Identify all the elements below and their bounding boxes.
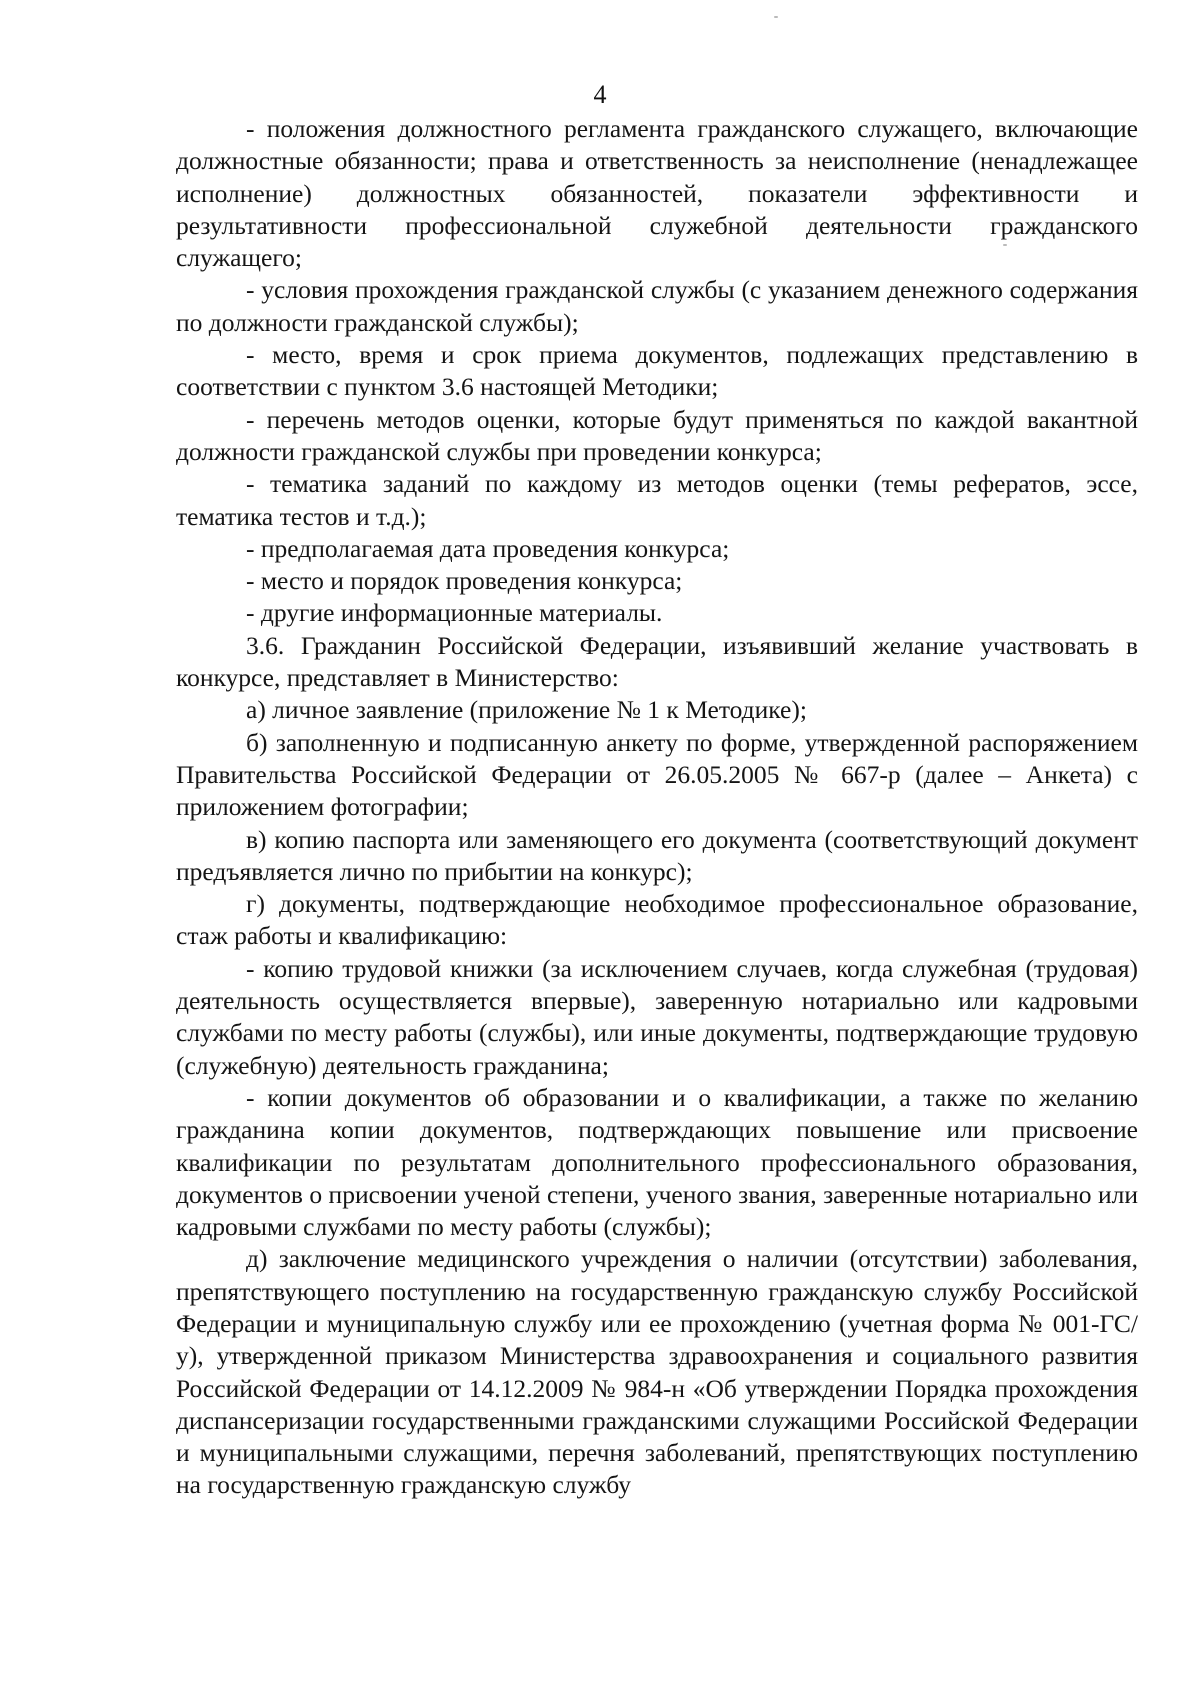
paragraph-competition-date: - предполагаемая дата проведения конкурса; bbox=[246, 533, 730, 563]
scan-speck bbox=[774, 16, 778, 18]
paragraph-task-topics: - тематика заданий по каждому из методов оценки (темы рефератов, эссе, тематика тестов и т.д.); bbox=[176, 469, 1138, 531]
paragraph-competition-place: - место и порядок проведения конкурса; bbox=[246, 566, 683, 596]
paragraph-regulation-provisions: - положения должностного регламента гражданского служащего, включающие должностные обязанности; права и ответственность за неисполнение (ненадлежащее исполнение) должностных обязанностей, показатели эффективности и результативности профессиональной служебной деятельности гражданского служащего; bbox=[176, 114, 1138, 273]
paragraph-item-d: д) заключение медицинского учреждения о наличии (отсутствии) заболевания, препятствующего поступлению на государственную гражданскую службу Российской Федерации и муниципальную службу или ее прохождению (учетная форма № 001-ГС/у), утвержденной приказом Министерства здравоохранения и социального развития Российской Федерации от 14.12.2009 № 984-н «Об утверждении Порядка прохождения диспансеризации государственными гражданскими служащими Российской Федерации и муниципальными служащими, перечня заболеваний, препятствующих поступлению на государственную гражданскую службу bbox=[176, 1244, 1138, 1500]
page-number: 4 bbox=[593, 80, 607, 109]
paragraph-assessment-methods: - перечень методов оценки, которые будут применяться по каждой вакантной должности гражданской службы при проведении конкурса; bbox=[176, 404, 1138, 466]
paragraph-item-v: в) копию паспорта или заменяющего его документа (соответствующий документ предъявляется лично по прибытии на конкурс); bbox=[176, 824, 1138, 886]
paragraph-section-3-6: 3.6. Гражданин Российской Федерации, изъявивший желание участвовать в конкурсе, представляет в Министерство: bbox=[176, 630, 1138, 693]
document-body bbox=[176, 113, 1138, 1502]
paragraph-education-documents: - копии документов об образовании и о квалификации, а также по желанию гражданина копии документов, подтверждающих повышение или присвоение квалификации по результатам дополнительного профессионального образования, документов о присвоении ученой степени, ученого звания, заверенные нотариально или кадровыми службами по месту работы (службы); bbox=[176, 1082, 1138, 1242]
paragraph-item-a: а) личное заявление (приложение № 1 к Методике); bbox=[246, 695, 807, 725]
paragraph-document-acceptance: - место, время и срок приема документов, подлежащих представлению в соответствии с пунктом 3.6 настоящей Методики; bbox=[176, 340, 1138, 402]
paragraph-other-materials: - другие информационные материалы. bbox=[246, 598, 663, 628]
paragraph-item-g: г) документы, подтверждающие необходимое профессиональное образование, стаж работы и квалификацию: bbox=[176, 889, 1138, 951]
paragraph-service-conditions: - условия прохождения гражданской службы (с указанием денежного содержания по должности гражданской службы); bbox=[176, 275, 1138, 337]
paragraph-item-b: б) заполненную и подписанную анкету по форме, утвержденной распоряжением Правительства Российской Федерации от 26.05.2005 № 667-р (далее – Анкета) с приложением фотографии; bbox=[176, 727, 1138, 822]
paragraph-work-record: - копию трудовой книжки (за исключением случаев, когда служебная (трудовая) деятельность осуществляется впервые), заверенную нотариально или кадровыми службами по месту работы (службы), или иные документы, подтверждающие трудовую (служебную) деятельность гражданина; bbox=[176, 953, 1138, 1080]
